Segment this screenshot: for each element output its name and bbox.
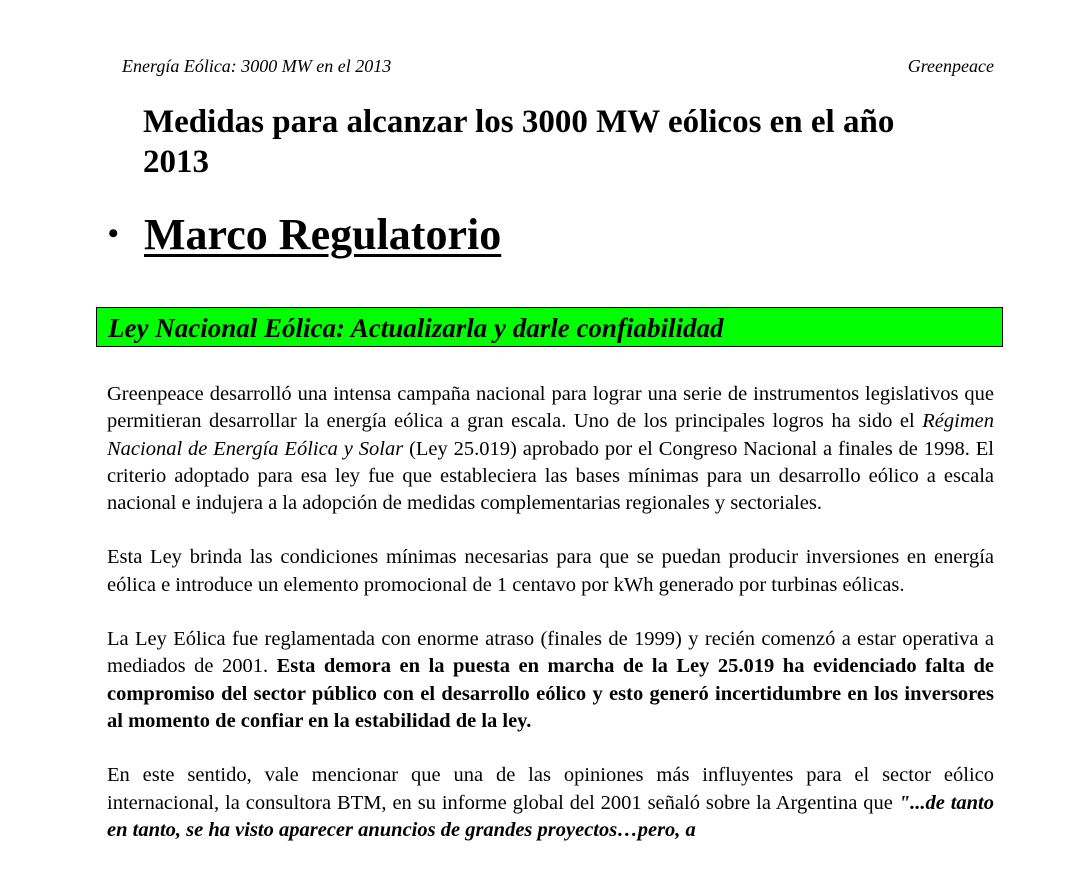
paragraph-4	[107, 762, 994, 844]
body-text	[107, 381, 994, 871]
paragraph-1	[107, 381, 994, 517]
paragraph-3	[107, 626, 994, 735]
section-heading-label: Marco Regulatorio	[144, 210, 502, 259]
running-header-organization: Greenpeace	[907, 56, 994, 76]
paragraph-1-text-a: Greenpeace desarrolló una intensa campaña nacional para lograr una serie de instrumentos legislativos que permitieran desarrollar la energía eólica a gran escala. Uno de los principales logros ha sido el	[107, 383, 994, 433]
document-title: Medidas para alcanzar los 3000 MW eólicos en el año 2013	[143, 104, 895, 180]
paragraph-2: Esta Ley brinda las condiciones mínimas necesarias para que se puedan producir inversiones en energía eólica e introduce un elemento promocional de 1 centavo por kWh generado por turbinas eólicas.	[107, 546, 994, 596]
bullet-icon: •	[108, 217, 119, 250]
paragraph-4-text: En este sentido, vale mencionar que una de las opiniones más influyentes para el sector eólico internacional, la consultora BTM, en su informe global del 2001 señaló sobre la Argentina que	[107, 764, 994, 814]
subsection-title: Ley Nacional Eólica: Actualizarla y darle confiabilidad	[108, 313, 724, 343]
paragraph-1-italic: Régimen Nacional de Energía Eólica y Solar	[107, 410, 994, 460]
paragraph-3-text: La Ley Eólica fue reglamentada con enorme atraso (finales de 1999) y recién comenzó a estar operativa a mediados de 2001.	[107, 628, 994, 678]
running-header-title: Energía Eólica: 3000 MW en el 2013	[122, 56, 392, 76]
paragraph-1-text-b: (Ley 25.019) aprobado por el Congreso Nacional a finales de 1998. El criterio adoptado para esa ley fue que estableciera las bases mínimas para un desarrollo eólico a escala nacional e indujera a la adopción de medidas complementarias regionales y sectoriales.	[107, 437, 994, 515]
paragraph-3-bold: Esta demora en la puesta en marcha de la Ley 25.019 ha evidenciado falta de compromiso del sector público con el desarrollo eólico y esto generó incertidumbre en los inversores al momento de confiar en la estabilidad de la ley.	[107, 655, 994, 732]
subsection-highlight-box	[96, 307, 1003, 347]
paragraph-4-quote: "...de tanto en tanto, se ha visto aparecer anuncios de grandes proyectos…pero, a	[107, 791, 994, 841]
section-heading	[108, 208, 501, 261]
